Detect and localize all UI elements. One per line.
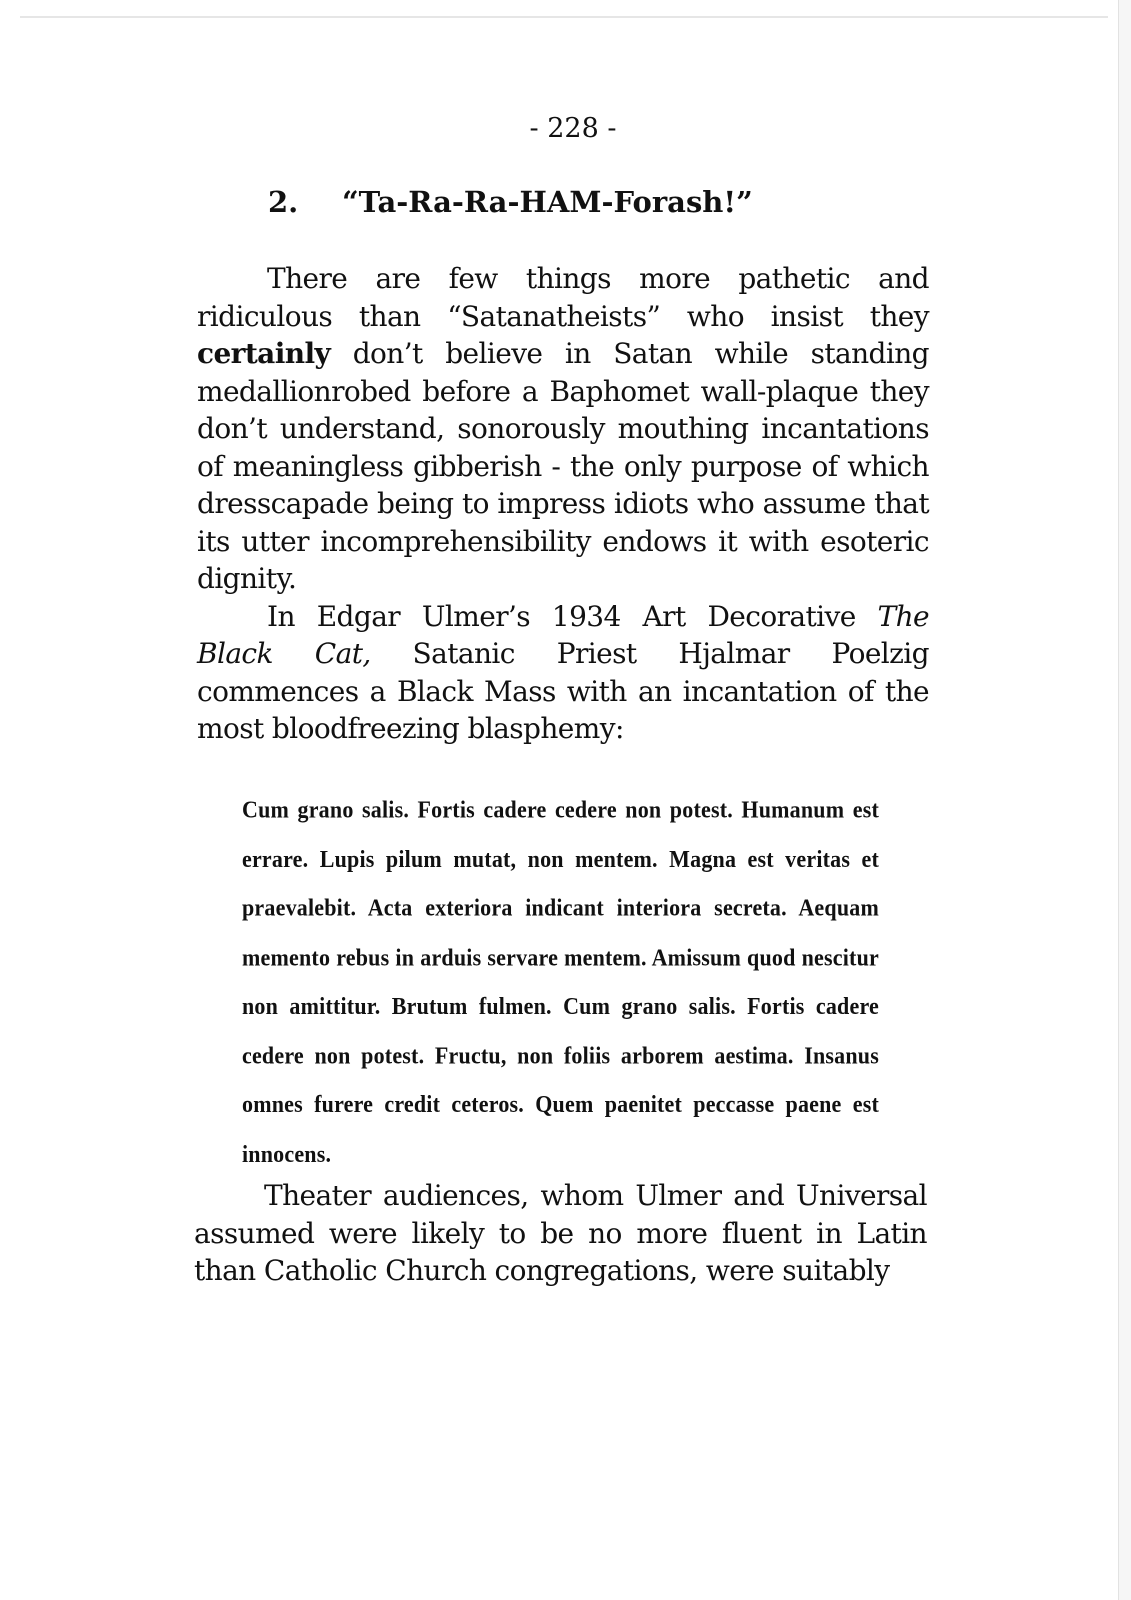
paragraph1-text-start: There are few things more pathetic and ridiculous than “Satanatheists” who insist they bbox=[197, 262, 929, 333]
paragraph-satanatheists bbox=[197, 260, 929, 598]
paragraph1-emphasis: certainly bbox=[197, 337, 331, 370]
page-number: - 228 - bbox=[529, 113, 617, 144]
top-divider bbox=[20, 16, 1108, 18]
section-number: 2. bbox=[268, 185, 299, 219]
film-title: The Black Cat, bbox=[197, 599, 929, 670]
latin-incantation-block bbox=[242, 785, 879, 1178]
section-title: “Ta-Ra-Ra-HAM-Forash!” bbox=[342, 185, 753, 219]
paragraph2-text-start: In Edgar Ulmer’s 1934 Art Decorative bbox=[267, 599, 878, 633]
body-text-lower bbox=[194, 1177, 927, 1290]
body-text-upper bbox=[197, 260, 929, 748]
paragraph-black-cat bbox=[197, 598, 929, 748]
paragraph2-text-end: Satanic Priest Hjalmar Poelzig commences a Black Mass with an incantation of the most bloodfreezing blasphemy: bbox=[197, 637, 929, 745]
paragraph-theater-audiences: Theater audiences, whom Ulmer and Universal assumed were likely to be no more fluent in Latin than Catholic Church congregations, were suitably bbox=[194, 1179, 927, 1287]
latin-incantation: Cum grano salis. Fortis cadere cedere non potest. Humanum est errare. Lupis pilum mutat, non mentem. Magna est veritas et praevalebit. Acta exteriora indicant interiora secreta. Aequam memento rebus in arduis servare mentem. Amissum quod nescitur non amittitur. Brutum fulmen. Cum grano salis. Fortis cadere cedere non potest. Fructu, non foliis arborem aestima. Insanus omnes furere credit ceteros. Quem paenitet peccasse paene est innocens. bbox=[242, 795, 879, 1167]
paragraph1-text-end: don’t believe in Satan while standing medallionrobed before a Baphomet wall-plaque they don’t understand, sonorously mouthing incantations of meaningless gibberish - the only purpose of which dresscapade being to impress idiots who assume that its utter incomprehensibility endows it with esoteric dignity. bbox=[197, 337, 929, 595]
section-heading bbox=[268, 185, 753, 219]
